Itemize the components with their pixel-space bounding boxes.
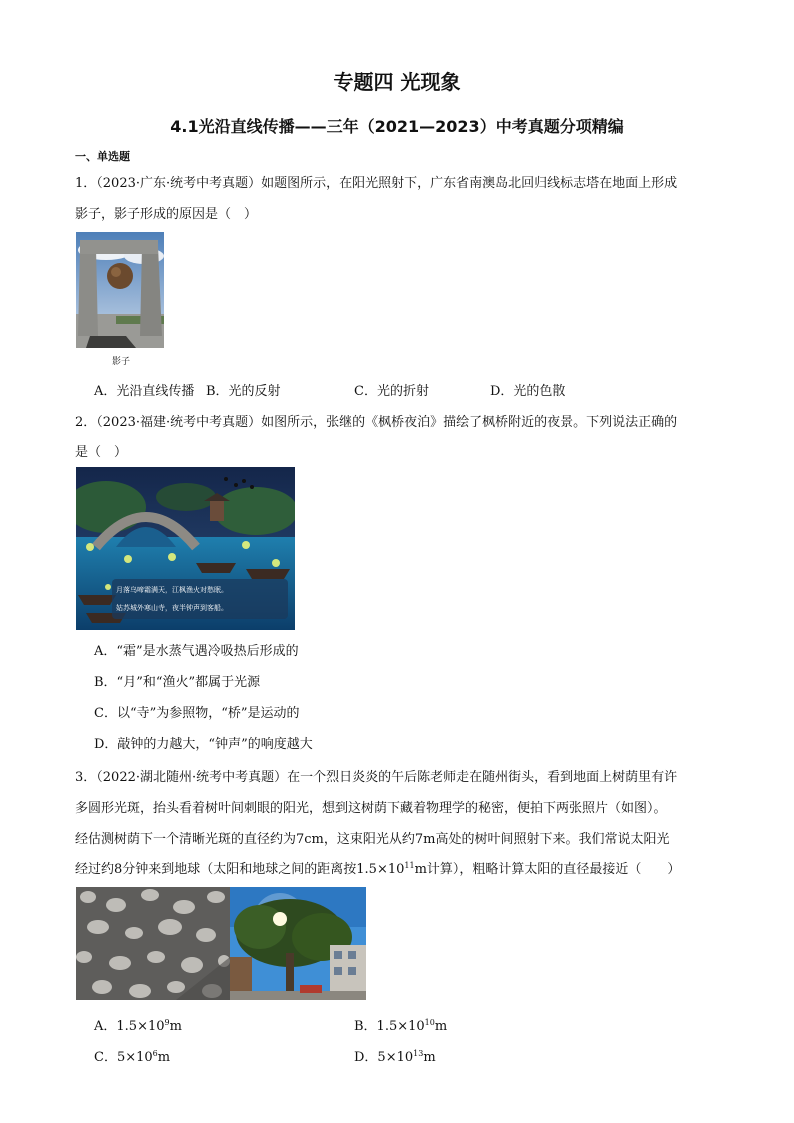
question-2-poem-line1: 月落乌啼霜满天，江枫渔火对愁眠。: [116, 586, 228, 594]
question-2-option-a[interactable]: A．“霜”是水蒸气遇冷吸热后形成的: [94, 644, 299, 659]
question-3-option-c[interactable]: C．$5\times 10^6m$: [94, 1049, 171, 1065]
question-3-text-line1: 3．（2022·湖北随州·统考中考真题）在一个烈日炎炎的午后陈老师走在随州街头，看到地面上树荫里有许: [75, 770, 678, 785]
question-1-option-d[interactable]: D．光的色散: [490, 384, 566, 399]
question-3-text-line3: 经估测树荫下一个清晰光斑的直径约为7cm，这束阳光从约7m高处的树叶间照射下来。我们常说太阳光: [75, 832, 670, 847]
question-2-text-line1: 2．（2023·福建·统考中考真题）如图所示，张继的《枫桥夜泊》描绘了枫桥附近的夜景。下列说法正确的: [75, 415, 678, 430]
question-3-text-line4: 经过约8分钟来到地球（太阳和地球之间的距离按$1.5\times 10^{11}m$计算），粗略计算太阳的直径最接近（ ）: [75, 861, 681, 877]
page-title: 专题四 光现象: [333, 70, 461, 94]
question-2-option-d[interactable]: D．敲钟的力越大，“钟声”的响度越大: [94, 737, 313, 752]
question-1-text-line2: 影子，影子形成的原因是（ ）: [75, 207, 258, 222]
question-2-text-line2: 是（ ）: [75, 445, 128, 460]
question-3-option-a[interactable]: A．$1.5\times 10^9m$: [94, 1018, 182, 1034]
question-2-poem-line2: 姑苏城外寒山寺，夜半钟声到客船。: [116, 604, 228, 612]
page-subtitle: 4.1光沿直线传播——三年（2021—2023）中考真题分项精编: [170, 117, 624, 136]
question-3-text-line2: 多圆形光斑，抬头看着树叶间刺眼的阳光，想到这树荫下藏着物理学的秘密，便拍下两张照片（如图）。: [75, 801, 667, 816]
question-3-option-b[interactable]: B．$1.5\times 10^{10}m$: [354, 1018, 448, 1034]
question-3-image-light-spots: [76, 887, 230, 1000]
question-1-image-tower: [76, 232, 164, 348]
question-1-image-caption: 影子: [112, 357, 131, 367]
question-2-option-b[interactable]: B．“月”和“渔火”都属于光源: [94, 675, 261, 690]
question-1-option-c[interactable]: C．光的折射: [354, 384, 429, 399]
question-2-option-c[interactable]: C．以“寺”为参照物，“桥”是运动的: [94, 706, 300, 721]
question-3-option-d[interactable]: D．$5\times 10^{13}m$: [354, 1049, 436, 1065]
question-1-option-a[interactable]: A．光沿直线传播: [94, 384, 195, 399]
question-3-image-tree-sunlight: [230, 887, 366, 1000]
question-1-option-b[interactable]: B．光的反射: [206, 384, 281, 399]
question-1-text-line1: 1．（2023·广东·统考中考真题）如题图所示，在阳光照射下，广东省南澳岛北回归线标志塔在地面上形成: [75, 176, 678, 191]
section-heading: 一、单选题: [75, 150, 130, 163]
